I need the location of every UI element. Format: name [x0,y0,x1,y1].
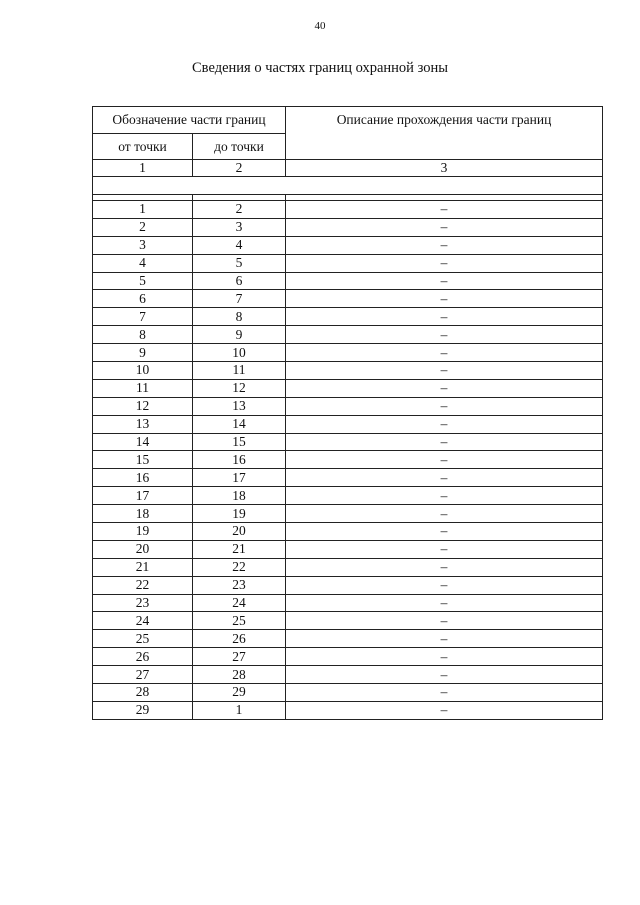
from-point-cell: 3 [93,236,193,254]
table-row [93,612,603,630]
table-row [93,487,603,505]
table-row [93,630,603,648]
to-point-cell: 28 [193,666,286,684]
description-cell: – [286,272,603,290]
table-row [93,201,603,219]
to-point-cell: 20 [193,523,286,541]
from-point-cell: 27 [93,666,193,684]
table-row [93,505,603,523]
description-cell: – [286,218,603,236]
from-point-cell: 16 [93,469,193,487]
to-point-cell: 16 [193,451,286,469]
from-point-cell: 22 [93,576,193,594]
description-cell: – [286,540,603,558]
from-point-cell: 26 [93,648,193,666]
header-from-point: от точки [93,134,193,160]
description-cell: – [286,505,603,523]
column-number: 3 [286,160,603,177]
from-point-cell: 8 [93,326,193,344]
table-row [93,594,603,612]
from-point-cell: 11 [93,379,193,397]
to-point-cell: 14 [193,415,286,433]
table-row [93,218,603,236]
to-point-cell: 25 [193,612,286,630]
description-cell: – [286,630,603,648]
to-point-cell: 8 [193,308,286,326]
table-row [93,326,603,344]
description-cell: – [286,684,603,702]
table-row [93,666,603,684]
table-row [93,523,603,541]
page-number: 40 [314,20,326,32]
description-cell: – [286,648,603,666]
description-cell: – [286,487,603,505]
to-point-cell: 22 [193,558,286,576]
description-cell: – [286,362,603,380]
table-row [93,290,603,308]
from-point-cell: 10 [93,362,193,380]
to-point-cell: 29 [193,684,286,702]
table-row [93,558,603,576]
to-point-cell: 21 [193,540,286,558]
description-cell: – [286,469,603,487]
description-cell: – [286,523,603,541]
description-cell: – [286,290,603,308]
from-point-cell: 19 [93,523,193,541]
to-point-cell: 9 [193,326,286,344]
document-title: Сведения о частях границ охранной зоны [192,60,448,76]
from-point-cell: 2 [93,218,193,236]
table-row [93,344,603,362]
to-point-cell: 26 [193,630,286,648]
from-point-cell: 18 [93,505,193,523]
table-row [93,684,603,702]
header-to-point: до точки [193,134,286,160]
table-row [93,379,603,397]
to-point-cell: 19 [193,505,286,523]
column-number: 2 [193,160,286,177]
from-point-cell: 7 [93,308,193,326]
empty-section-cell [93,177,603,195]
to-point-cell: 7 [193,290,286,308]
from-point-cell: 25 [93,630,193,648]
table-row [93,272,603,290]
table-row [93,397,603,415]
to-point-cell: 13 [193,397,286,415]
to-point-cell: 3 [193,218,286,236]
to-point-cell: 11 [193,362,286,380]
from-point-cell: 4 [93,254,193,272]
description-cell: – [286,558,603,576]
from-point-cell: 28 [93,684,193,702]
table-row [93,576,603,594]
column-number: 1 [93,160,193,177]
description-cell: – [286,254,603,272]
to-point-cell: 24 [193,594,286,612]
description-cell: – [286,236,603,254]
from-point-cell: 5 [93,272,193,290]
from-point-cell: 13 [93,415,193,433]
table-row [93,308,603,326]
description-cell: – [286,415,603,433]
table-row [93,236,603,254]
description-cell: – [286,594,603,612]
to-point-cell: 1 [193,701,286,719]
header-boundary-designation: Обозначение части границ [93,107,286,134]
description-cell: – [286,308,603,326]
to-point-cell: 4 [193,236,286,254]
to-point-cell: 27 [193,648,286,666]
from-point-cell: 17 [93,487,193,505]
description-cell: – [286,701,603,719]
table-body [93,107,603,720]
table-row [93,469,603,487]
table-row [93,433,603,451]
description-cell: – [286,612,603,630]
from-point-cell: 24 [93,612,193,630]
description-cell: – [286,397,603,415]
table-row [93,701,603,719]
from-point-cell: 6 [93,290,193,308]
from-point-cell: 12 [93,397,193,415]
section-empty-row [93,177,603,195]
description-cell: – [286,433,603,451]
table-row [93,415,603,433]
to-point-cell: 2 [193,201,286,219]
table-row [93,362,603,380]
from-point-cell: 1 [93,201,193,219]
table-row [93,540,603,558]
header-boundary-description: Описание прохождения части границ [286,107,603,160]
description-cell: – [286,344,603,362]
table-row [93,254,603,272]
from-point-cell: 29 [93,701,193,719]
to-point-cell: 6 [193,272,286,290]
to-point-cell: 5 [193,254,286,272]
from-point-cell: 15 [93,451,193,469]
from-point-cell: 20 [93,540,193,558]
boundary-parts-table [92,106,603,720]
description-cell: – [286,666,603,684]
to-point-cell: 15 [193,433,286,451]
from-point-cell: 14 [93,433,193,451]
column-number-row [93,160,603,177]
to-point-cell: 10 [193,344,286,362]
from-point-cell: 21 [93,558,193,576]
from-point-cell: 23 [93,594,193,612]
to-point-cell: 18 [193,487,286,505]
description-cell: – [286,576,603,594]
from-point-cell: 9 [93,344,193,362]
table-row [93,648,603,666]
to-point-cell: 17 [193,469,286,487]
table-row [93,451,603,469]
description-cell: – [286,326,603,344]
description-cell: – [286,451,603,469]
table-header-row [93,107,603,134]
to-point-cell: 12 [193,379,286,397]
description-cell: – [286,379,603,397]
to-point-cell: 23 [193,576,286,594]
description-cell: – [286,201,603,219]
